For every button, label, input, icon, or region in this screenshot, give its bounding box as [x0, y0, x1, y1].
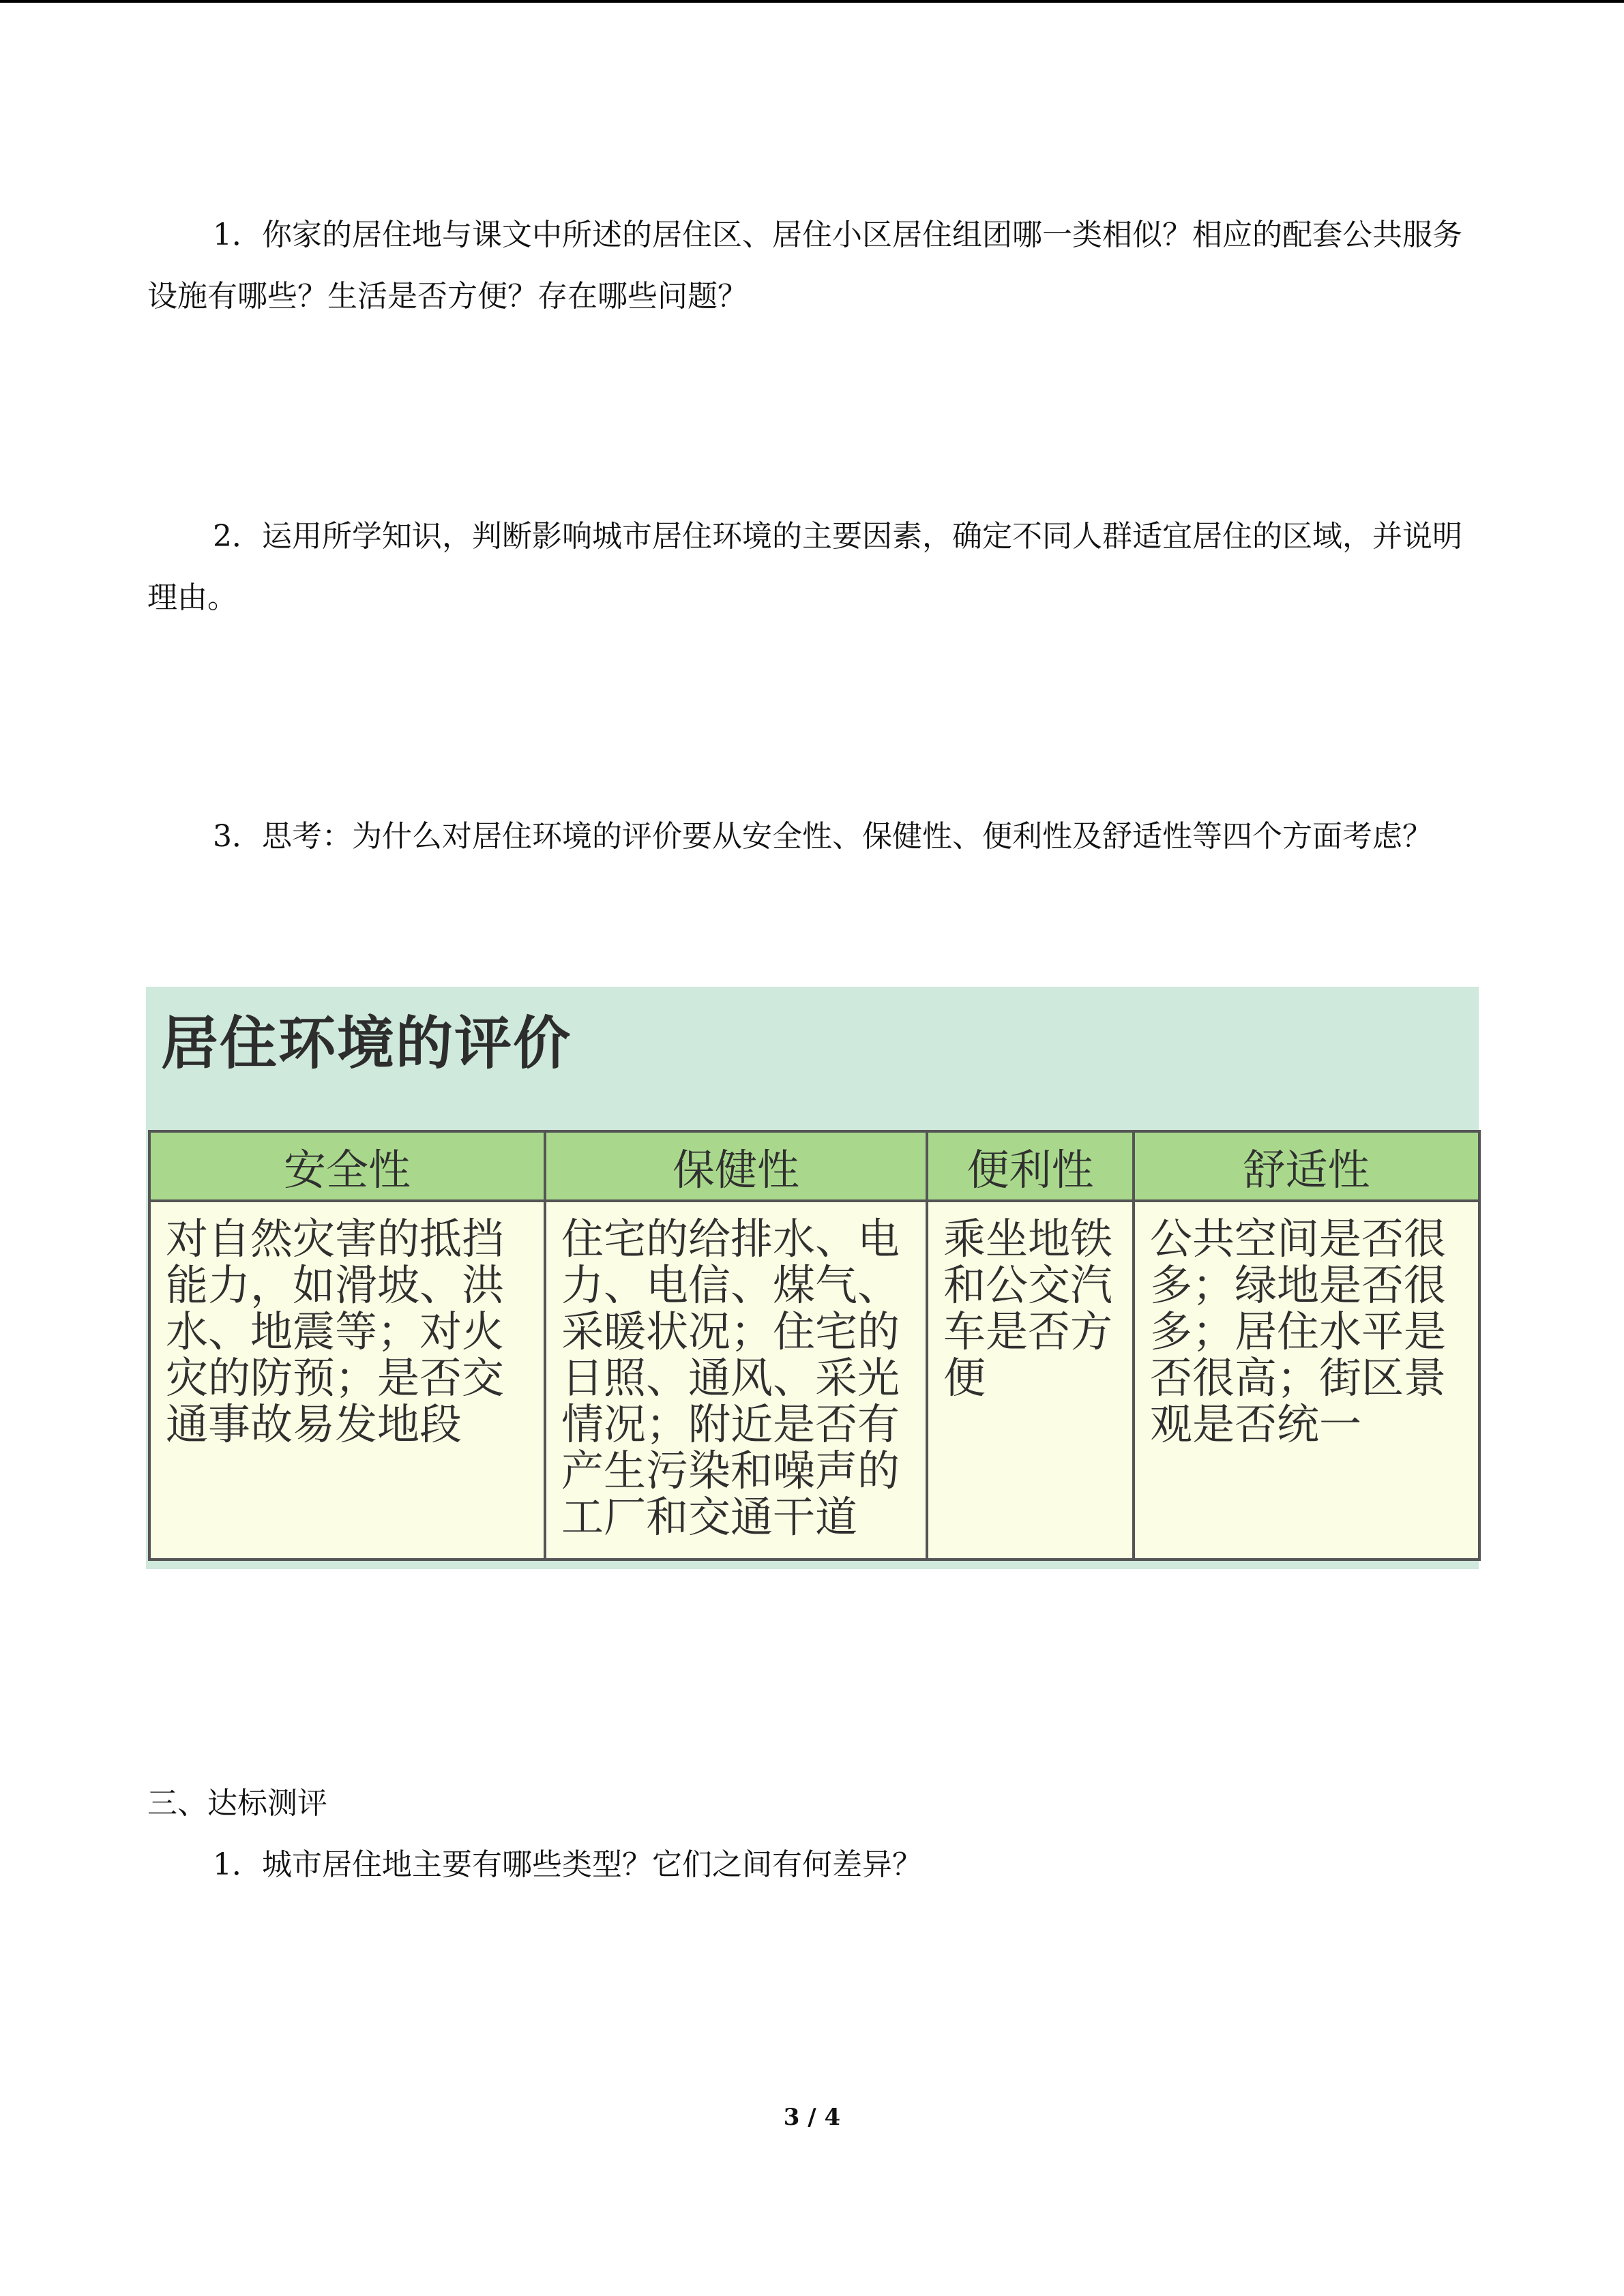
evaluation-table	[148, 1130, 1481, 1561]
header-convenience: 便利性	[927, 1131, 1134, 1201]
evaluation-figure	[146, 987, 1479, 1569]
cell-safety: 对自然灾害的抵挡能力，如滑坡、洪水、地震等；对火灾的防预；是否交通事故易发地段	[149, 1201, 545, 1560]
table-row	[149, 1201, 1479, 1560]
table-header-row	[149, 1131, 1479, 1201]
cell-comfort: 公共空间是否很多；绿地是否很多；居住水平是否很高；街区景观是否统一	[1134, 1201, 1479, 1560]
section-3-question-1: 1．城市居住地主要有哪些类型？它们之间有何差异？	[213, 1847, 922, 1882]
header-safety: 安全性	[149, 1131, 545, 1201]
question-3: 3．思考：为什么对居住环境的评价要从安全性、保健性、便利性及舒适性等四个方面考虑？	[213, 819, 1432, 854]
section-3-heading: 三、达标测评	[147, 1786, 327, 1821]
question-1: 1．你家的居住地与课文中所述的居住区、居住小区居住组团哪一类相似？相应的配套公共服务设施有哪些？生活是否方便？存在哪些问题？	[147, 218, 1462, 314]
figure-title: 居住环境的评价	[161, 1010, 572, 1077]
question-2: 2．运用所学知识，判断影响城市居住环境的主要因素，确定不同人群适宜居住的区域，并说明理由。	[147, 519, 1462, 615]
page-number: 3 / 4	[783, 2104, 841, 2131]
cell-health: 住宅的给排水、电力、电信、煤气、采暖状况；住宅的日照、通风、采光情况；附近是否有产生污染和噪声的工厂和交通干道	[545, 1201, 927, 1560]
header-comfort: 舒适性	[1134, 1131, 1479, 1201]
header-health: 保健性	[545, 1131, 927, 1201]
cell-convenience: 乘坐地铁和公交汽车是否方便	[927, 1201, 1134, 1560]
page-top-border	[0, 0, 1624, 3]
